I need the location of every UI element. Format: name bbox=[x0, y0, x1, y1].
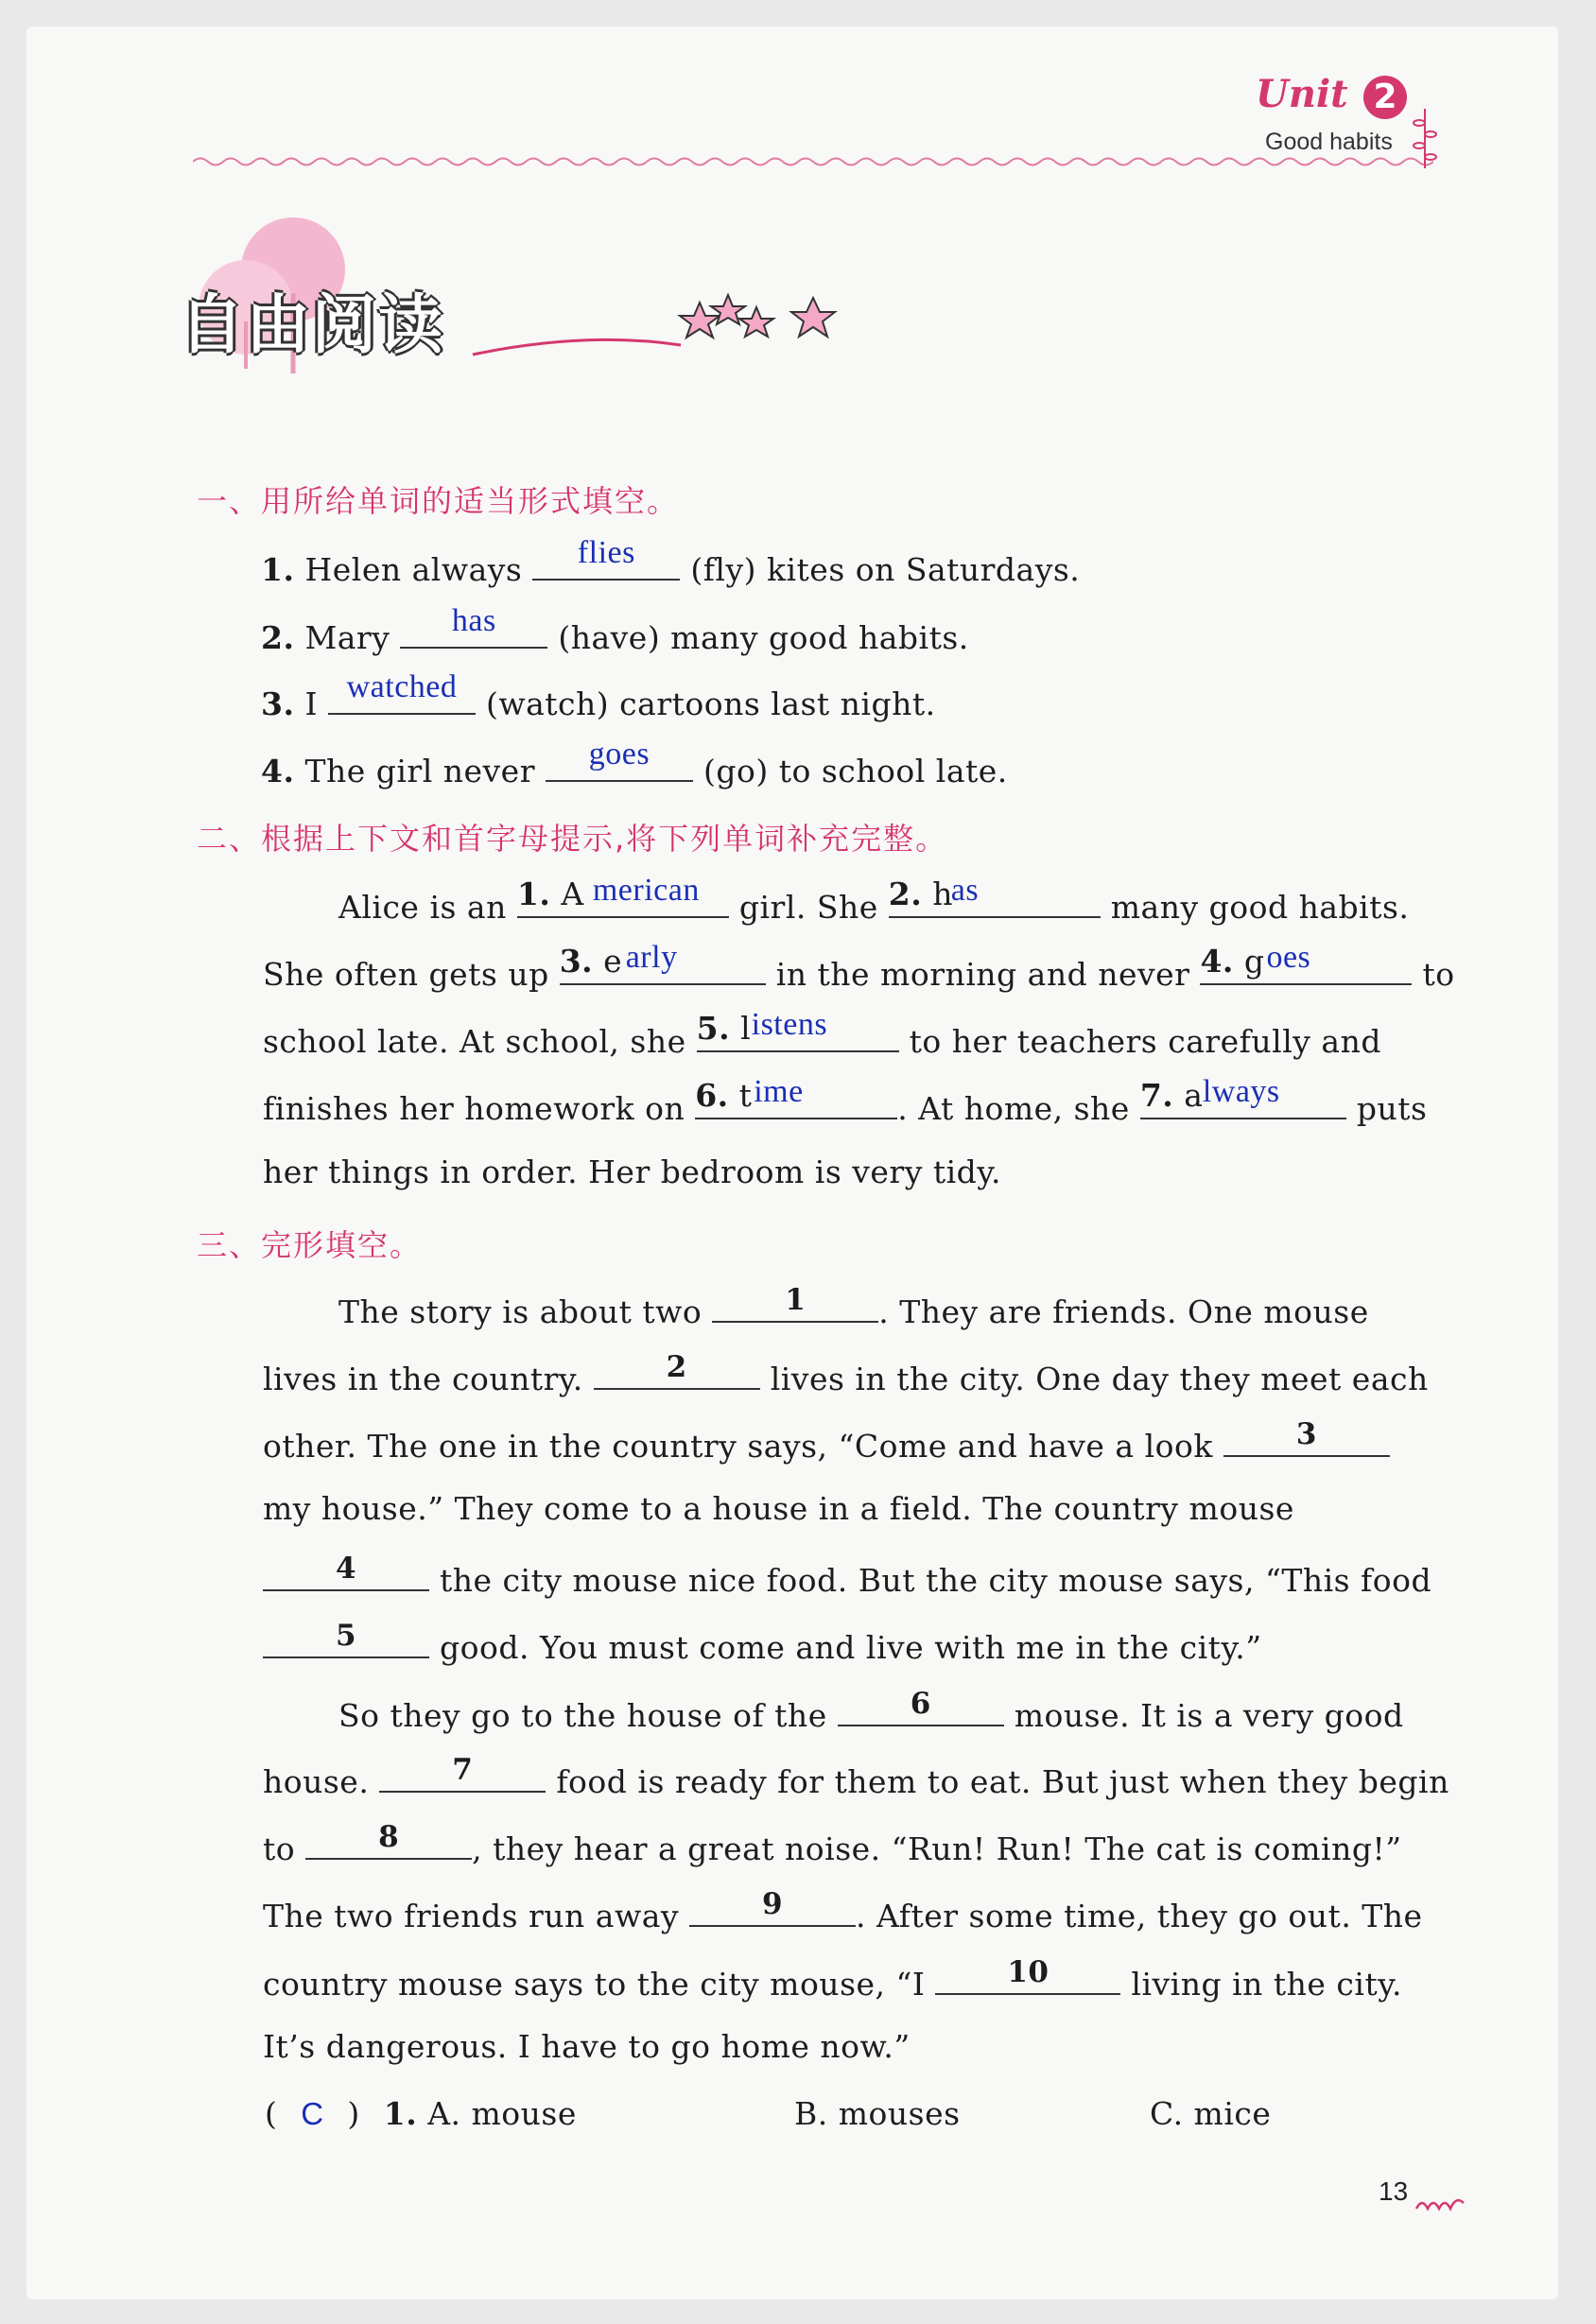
choice-question-1: ( C ) 1. A. mouse bbox=[265, 2095, 577, 2132]
section2-heading: 二、根据上下文和首字母提示,将下列单词补充完整。 bbox=[197, 821, 948, 857]
s3-line-1: The story is about two 1 . They are friends. One mouse bbox=[338, 1283, 1369, 1330]
option-b[interactable]: B. mouses bbox=[794, 2095, 961, 2132]
s1-blank-2[interactable]: has bbox=[400, 615, 547, 649]
s2-line-5: her things in order. Her bedroom is very tidy. bbox=[263, 1153, 1002, 1190]
unit-title: Good habits bbox=[1265, 129, 1393, 155]
s1-item-4: 4. The girl never goes (go) to school late. bbox=[261, 737, 1008, 789]
s3-blank-8[interactable]: 8 bbox=[305, 1826, 472, 1860]
unit-label: Unit bbox=[1256, 72, 1348, 116]
s2-blank-5[interactable]: 5. l istens bbox=[697, 1018, 899, 1052]
s2-blank-4[interactable]: 4. g oes bbox=[1200, 951, 1412, 985]
page-swirl-decoration bbox=[1413, 2190, 1469, 2218]
s1-blank-3[interactable]: watched bbox=[328, 681, 476, 715]
choice-answer-1[interactable]: C bbox=[301, 2096, 324, 2131]
s3-blank-2[interactable]: 2 bbox=[594, 1356, 760, 1390]
s3-blank-6[interactable]: 6 bbox=[838, 1692, 1004, 1726]
s1-item-1: 1. Helen always flies (fly) kites on Saturdays. bbox=[261, 535, 1081, 588]
s3-blank-7[interactable]: 7 bbox=[379, 1759, 546, 1793]
header-wavy-divider bbox=[193, 155, 1433, 168]
s1-blank-1[interactable]: flies bbox=[532, 546, 680, 581]
s1-item-2: 2. Mary has (have) many good habits. bbox=[261, 603, 969, 656]
leaf-sprig-icon bbox=[1413, 104, 1437, 170]
s2-blank-1[interactable]: 1. A merican bbox=[517, 884, 729, 918]
s3-line-10: The two friends run away 9 . After some time, they go out. The bbox=[263, 1887, 1423, 1934]
s3-blank-9[interactable]: 9 bbox=[689, 1893, 856, 1927]
s3-blank-1[interactable]: 1 bbox=[712, 1289, 878, 1323]
s3-blank-5[interactable]: 5 bbox=[263, 1624, 429, 1658]
s2-blank-6[interactable]: 6. t ime bbox=[695, 1085, 897, 1119]
s1-item-3: 3. I watched (watch) cartoons last night. bbox=[261, 669, 936, 722]
s3-line-9: to 8 , they hear a great noise. “Run! Run! The cat is coming!” bbox=[263, 1820, 1402, 1867]
s3-blank-4[interactable]: 4 bbox=[263, 1557, 429, 1591]
s3-blank-3[interactable]: 3 bbox=[1223, 1423, 1390, 1457]
s2-blank-7[interactable]: 7. a lways bbox=[1140, 1085, 1346, 1119]
s1-blank-4[interactable]: goes bbox=[546, 748, 693, 782]
s2-line-2: She often gets up 3. e arly in the morning and never 4. g oes to bbox=[263, 940, 1455, 993]
option-c[interactable]: C. mice bbox=[1150, 2095, 1272, 2132]
option-a[interactable]: A. mouse bbox=[427, 2095, 577, 2132]
s2-line-3: school late. At school, she 5. l istens to her teachers carefully and bbox=[263, 1007, 1381, 1060]
s2-blank-3[interactable]: 3. e arly bbox=[560, 951, 766, 985]
s3-line-5: 4 the city mouse nice food. But the city mouse says, “This food bbox=[263, 1557, 1431, 1599]
s2-line-4: finishes her homework on 6. t ime . At home, she 7. a lways puts bbox=[263, 1074, 1428, 1127]
s3-line-12: It’s dangerous. I have to go home now.” bbox=[263, 2028, 911, 2065]
s2-line-1: Alice is an 1. A merican girl. She 2. h as many good habits. bbox=[338, 873, 1410, 926]
s3-line-11: country mouse says to the city mouse, “I 10 living in the city. bbox=[263, 1955, 1402, 2003]
s3-line-6: 5 good. You must come and live with me in the city.” bbox=[263, 1624, 1262, 1666]
section-title: 自由阅读 bbox=[180, 288, 445, 363]
unit-number-badge: 2 bbox=[1363, 76, 1407, 119]
page-number: 13 bbox=[1379, 2177, 1409, 2206]
s3-blank-10[interactable]: 10 bbox=[935, 1961, 1120, 1995]
s3-line-8: house. 7 food is ready for them to eat. But just when they begin bbox=[263, 1753, 1449, 1800]
s3-line-3: other. The one in the country says, “Come and have a look 3 bbox=[263, 1423, 1390, 1465]
s3-line-2: lives in the country. 2 lives in the city. One day they meet each bbox=[263, 1350, 1429, 1397]
s3-line-4: my house.” They come to a house in a field. The country mouse bbox=[263, 1490, 1294, 1527]
section3-heading: 三、完形填空。 bbox=[197, 1227, 423, 1263]
section1-heading: 一、用所给单词的适当形式填空。 bbox=[197, 483, 680, 519]
s3-line-7: So they go to the house of the 6 mouse. It is a very good bbox=[338, 1687, 1404, 1734]
s2-blank-2[interactable]: 2. h as bbox=[889, 884, 1101, 918]
